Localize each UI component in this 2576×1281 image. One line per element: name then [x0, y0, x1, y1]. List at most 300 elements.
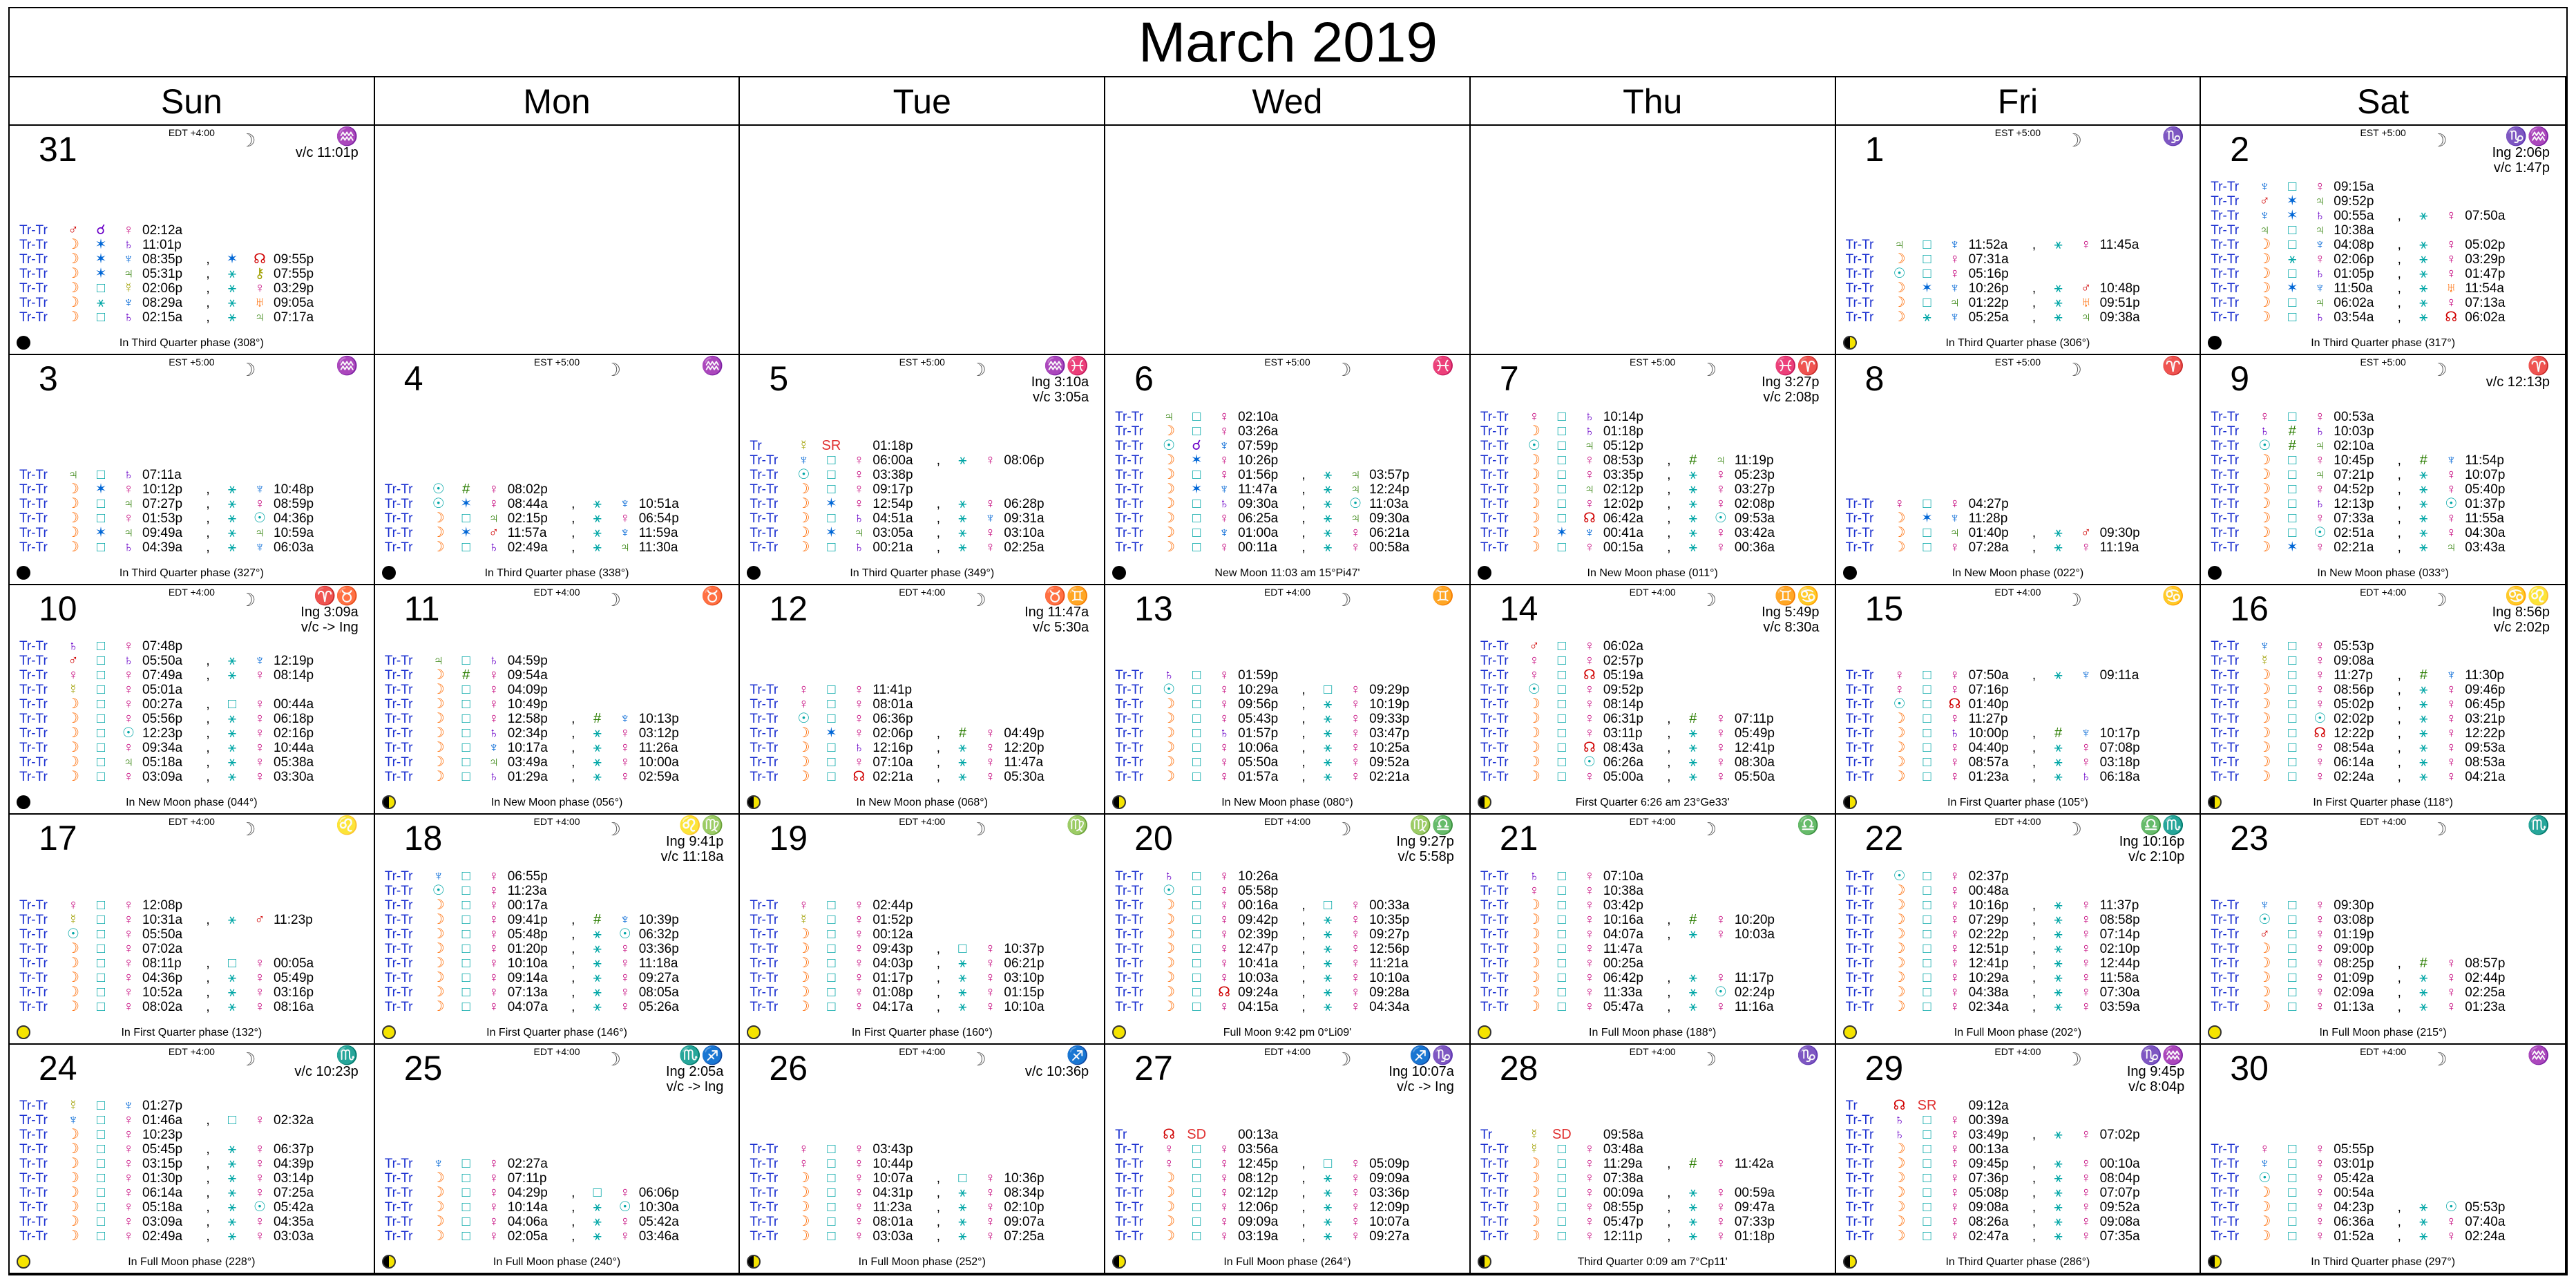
aspect-row: Tr-Tr ☽ □ ♀ 02:05a , ⚹ ♀ 03:46a [384, 1228, 679, 1244]
planet-glyph-icon: ⚹ [958, 495, 967, 511]
planet-glyph-icon: ☽ [1163, 969, 1176, 985]
planet-glyph-icon: ⚹ [2054, 295, 2063, 311]
planet-glyph-icon: ♀ [488, 897, 499, 913]
planet-glyph-icon: ♀ [254, 969, 265, 985]
planet-glyph-icon: ♀ [123, 1126, 134, 1142]
aspect-row: Tr-Tr ☽ □ ♀ 11:47a [1480, 940, 1643, 956]
planet-glyph-icon: ♀ [488, 940, 499, 956]
day-cell[interactable] [740, 126, 1105, 355]
planet-glyph-icon: □ [1923, 1199, 1931, 1215]
planet-glyph-icon: ♀ [1350, 940, 1361, 956]
day-cell[interactable] [10, 585, 375, 815]
aspect-row: Tr-Tr ☽ □ ♀ 10:23p [19, 1126, 183, 1142]
planet-glyph-icon: ⚹ [2054, 1170, 2063, 1186]
planet-glyph-icon: ☿ [68, 911, 79, 927]
moon-icon: ☽ [604, 819, 622, 840]
planet-glyph-icon: ♄ [123, 237, 134, 253]
planet-glyph-icon: □ [461, 1228, 470, 1244]
planet-glyph-icon: ♆ [2081, 667, 2092, 683]
aspect-row: Tr-Tr ☽ □ ♀ 02:34a , ⚹ ♀ 03:59a [1845, 998, 2140, 1014]
planet-glyph-icon: ⚹ [1688, 539, 1697, 555]
planet-glyph-icon: □ [461, 755, 470, 770]
planet-glyph-icon: ⚹ [593, 769, 602, 785]
day-cell[interactable] [2201, 585, 2566, 815]
planet-glyph-icon: □ [2288, 510, 2297, 526]
planet-glyph-icon: ☽ [67, 510, 79, 526]
day-cell[interactable] [10, 355, 375, 585]
planet-glyph-icon: ✶ [1190, 481, 1203, 497]
planet-glyph-icon: ☽ [67, 1184, 79, 1200]
timezone-label: EDT +4:00 [1629, 816, 1676, 828]
planet-glyph-icon: ☽ [1893, 711, 1906, 727]
zodiac-sign-icon: ♌♍ Ing 9:41p v/c 11:18a [660, 815, 724, 865]
moon-phase-label: In Third Quarter phase (297°) [2311, 1255, 2456, 1268]
planet-glyph-icon: ☽ [2258, 740, 2271, 756]
planet-glyph-icon: ♃ [1584, 437, 1595, 453]
weekday-header: Fri [1836, 77, 2202, 126]
planet-glyph-icon: ♀ [1584, 1228, 1595, 1244]
day-cell[interactable] [375, 585, 741, 815]
planet-glyph-icon: ☽ [2258, 940, 2271, 956]
day-number: 1 [1864, 130, 1885, 169]
planet-glyph-icon: □ [96, 711, 106, 727]
day-cell[interactable] [1471, 126, 1836, 355]
moon-icon: ☽ [2431, 819, 2448, 840]
planet-glyph-icon: ♀ [1715, 755, 1726, 770]
planet-glyph-icon: ☽ [797, 926, 810, 942]
day-number: 4 [403, 359, 423, 399]
aspect-list [750, 1142, 1052, 1244]
planet-glyph-icon: ✶ [1556, 524, 1568, 540]
planet-glyph-icon: ♀ [1163, 1141, 1174, 1157]
aspect-row: Tr-Tr ♄ □ ♀ 10:26a [1115, 868, 1279, 884]
moon-icon: ☽ [2065, 130, 2082, 151]
aspect-row: Tr-Tr ☽ □ ♀ 00:17a [384, 897, 548, 913]
aspect-row: Tr-Tr ☽ □ ♀ 08:26a , ⚹ ♀ 09:08a [1845, 1213, 2140, 1229]
planet-glyph-icon: □ [2288, 897, 2297, 913]
planet-glyph-icon: ♀ [2445, 711, 2456, 727]
planet-glyph-icon: ♀ [1949, 667, 1960, 683]
planet-glyph-icon: □ [96, 1112, 106, 1128]
day-cell[interactable] [10, 126, 375, 355]
planet-glyph-icon: SR [821, 437, 841, 453]
planet-glyph-icon: ♀ [1584, 452, 1595, 468]
planet-glyph-icon: ♀ [1219, 452, 1230, 468]
day-number: 11 [403, 589, 440, 628]
aspect-list [19, 468, 322, 555]
planet-glyph-icon: ♆ [1949, 510, 1960, 526]
planet-glyph-icon: ♀ [2081, 926, 2092, 942]
planet-glyph-icon: □ [461, 940, 470, 956]
planet-glyph-icon: ⚹ [1324, 1170, 1333, 1186]
planet-glyph-icon: ☽ [1527, 1170, 1540, 1186]
planet-glyph-icon: ⚹ [228, 495, 236, 511]
day-cell[interactable] [1471, 585, 1836, 815]
planet-glyph-icon: ♀ [1219, 926, 1230, 942]
day-cell[interactable] [1105, 126, 1471, 355]
planet-glyph-icon: ☽ [1893, 911, 1906, 927]
aspect-row: Tr-Tr ☽ □ ♀ 01:13a , ⚹ ♀ 01:23a [2211, 998, 2506, 1014]
planet-glyph-icon: ☽ [432, 940, 445, 956]
zodiac-sign-icon: ♊♋ Ing 5:49p v/c 8:30a [1762, 585, 1820, 635]
day-number: 20 [1134, 819, 1173, 858]
weekday-header: Sat [2201, 77, 2566, 126]
day-cell[interactable] [740, 1045, 1105, 1274]
planet-glyph-icon: ♄ [123, 466, 134, 482]
planet-glyph-icon: ♀ [2314, 955, 2325, 971]
planet-glyph-icon: ✶ [826, 725, 837, 741]
day-cell[interactable] [1105, 355, 1471, 585]
planet-glyph-icon: ♀ [123, 1141, 134, 1157]
planet-glyph-icon: ⚹ [1324, 510, 1333, 526]
day-number: 13 [1134, 589, 1173, 628]
planet-glyph-icon: ✶ [95, 481, 107, 497]
moon-icon: ☽ [1335, 819, 1352, 840]
aspect-row: Tr-Tr ☽ □ ♀ 01:52a , ⚹ ♀ 02:24a [2211, 1228, 2506, 1244]
planet-glyph-icon: ☉ [432, 882, 445, 898]
ingress-note: v/c 8:04p [2128, 1079, 2185, 1094]
aspect-row: Tr-Tr ☽ □ ♀ 04:06a , ⚹ ♀ 05:42a [384, 1213, 679, 1229]
day-cell[interactable] [1836, 355, 2202, 585]
planet-glyph-icon: ☽ [797, 1170, 810, 1186]
aspect-list [385, 654, 687, 784]
planet-glyph-icon: ♄ [853, 510, 864, 526]
planet-glyph-icon: □ [1192, 466, 1201, 482]
planet-glyph-icon: ⚹ [1688, 984, 1697, 1000]
day-cell[interactable] [10, 815, 375, 1044]
planet-glyph-icon: ♀ [1350, 696, 1361, 712]
planet-glyph-icon: □ [2288, 1155, 2297, 1171]
planet-glyph-icon: ☽ [432, 696, 445, 712]
planet-glyph-icon: SD [1552, 1126, 1572, 1142]
planet-glyph-icon: ♀ [1219, 955, 1230, 971]
planet-glyph-icon: ♄ [1163, 667, 1174, 683]
planet-glyph-icon: ♀ [1584, 882, 1595, 898]
planet-glyph-icon: ☽ [67, 1170, 79, 1186]
planet-glyph-icon: □ [1557, 740, 1566, 756]
planet-glyph-icon: ♀ [2081, 911, 2092, 927]
planet-glyph-icon: ☽ [1163, 998, 1176, 1014]
planet-glyph-icon: □ [96, 926, 106, 942]
planet-glyph-icon: ⚹ [228, 266, 236, 282]
planet-glyph-icon: ♀ [2081, 969, 2092, 985]
day-cell[interactable] [375, 815, 741, 1044]
planet-glyph-icon: □ [461, 897, 470, 913]
planet-glyph-icon: ⚹ [2054, 310, 2063, 325]
planet-glyph-icon: ♀ [2314, 1141, 2325, 1157]
aspect-list [385, 869, 687, 1014]
planet-glyph-icon: □ [227, 1112, 237, 1128]
day-cell[interactable] [375, 126, 741, 355]
day-cell[interactable] [1105, 815, 1471, 1044]
planet-glyph-icon: ☽ [797, 510, 810, 526]
aspect-row: Tr-Tr ☽ □ ♀ 05:02p , ⚹ ♀ 06:45p [2211, 696, 2506, 712]
planet-glyph-icon: □ [461, 1213, 470, 1229]
ingress-note: v/c -> Ing [300, 619, 359, 635]
day-cell[interactable] [1471, 815, 1836, 1044]
aspect-row: Tr-Tr ☽ □ ♀ 03:26a [1115, 423, 1279, 439]
aspect-row: Tr-Tr ☽ □ ♀ 06:25a , ⚹ ♃ 09:30a [1115, 510, 1410, 526]
planet-glyph-icon: ⚹ [2419, 984, 2428, 1000]
planet-glyph-icon: ☽ [1893, 295, 1906, 311]
planet-glyph-icon: ✶ [95, 237, 107, 253]
day-cell[interactable] [740, 355, 1105, 585]
planet-glyph-icon: □ [1557, 466, 1566, 482]
timezone-label: EDT +4:00 [1629, 1045, 1676, 1057]
planet-glyph-icon: □ [1923, 711, 1931, 727]
planet-glyph-icon: ♀ [1350, 955, 1361, 971]
aspect-row: Tr-Tr ☽ □ ♀ 06:14a , ⚹ ♀ 07:25a [19, 1184, 314, 1200]
aspect-row: Tr-Tr ☽ ✶ ♀ 10:12p , ⚹ ♆ 10:48p [19, 481, 314, 497]
planet-glyph-icon: □ [827, 740, 836, 756]
planet-glyph-icon: ☉ [2445, 1199, 2458, 1215]
planet-glyph-icon: ♀ [1584, 940, 1595, 956]
planet-glyph-icon: ☽ [67, 495, 79, 511]
planet-glyph-icon: ⚹ [1324, 955, 1333, 971]
planet-glyph-icon: ☽ [67, 281, 79, 296]
aspect-row: Tr-Tr ☽ □ ♀ 06:42p , ⚹ ♀ 11:17p [1480, 969, 1774, 985]
timezone-label: EDT +4:00 [899, 1045, 946, 1057]
planet-glyph-icon: ⚹ [1324, 725, 1333, 741]
aspect-row: Tr-Tr ☽ □ ♀ 07:10a , ⚹ ♀ 11:47a [750, 755, 1044, 770]
planet-glyph-icon: □ [1923, 1126, 1931, 1142]
planet-glyph-icon: ♀ [1529, 882, 1540, 898]
planet-glyph-icon: ☽ [1893, 1184, 1906, 1200]
planet-glyph-icon: ☽ [1163, 926, 1176, 942]
planet-glyph-icon: ☽ [1527, 495, 1540, 511]
aspect-row: Tr-Tr ☽ □ ♀ 10:16p , ⚹ ♀ 11:37p [1845, 897, 2139, 913]
planet-glyph-icon: ♀ [620, 1213, 631, 1229]
planet-glyph-icon: ☽ [1527, 740, 1540, 756]
planet-glyph-icon: □ [96, 495, 106, 511]
aspect-row: Tr-Tr ☽ □ ♀ 04:40p , ⚹ ♀ 07:08p [1845, 740, 2140, 756]
timezone-label: EST +5:00 [2360, 127, 2406, 138]
planet-glyph-icon: □ [1192, 984, 1201, 1000]
planet-glyph-icon: ♃ [123, 755, 134, 770]
planet-glyph-icon: ♀ [254, 1170, 265, 1186]
planet-glyph-icon: ♀ [1163, 1155, 1174, 1171]
planet-glyph-icon: ☽ [2258, 725, 2271, 741]
day-cell[interactable] [1836, 815, 2202, 1044]
planet-glyph-icon: ♀ [123, 969, 134, 985]
planet-glyph-icon: ⚹ [1688, 1228, 1697, 1244]
day-cell[interactable] [740, 815, 1105, 1044]
planet-glyph-icon: □ [1923, 237, 1931, 253]
aspect-row: Tr-Tr ☽ □ ♄ 04:51a , ⚹ ♆ 09:31a [750, 510, 1044, 526]
day-cell[interactable] [375, 355, 741, 585]
planet-glyph-icon: ♀ [1584, 725, 1595, 741]
planet-glyph-icon: ♀ [1219, 998, 1230, 1014]
planet-glyph-icon: ♀ [2081, 1199, 2092, 1215]
aspect-row: Tr-Tr ☽ ✶ ♆ 08:35p , ✶ ☊ 09:55p [19, 252, 314, 267]
aspect-row: Tr-Tr ☽ □ ♀ 04:07a , ⚹ ♀ 10:03a [1480, 926, 1775, 942]
day-number: 31 [39, 130, 77, 169]
planet-glyph-icon: ☽ [1893, 725, 1906, 741]
planet-glyph-icon: ♀ [1219, 408, 1230, 424]
moon-phase-label: In Third Quarter phase (317°) [2311, 337, 2456, 350]
aspect-row: Tr-Tr ♃ □ ♄ 07:11a [19, 466, 182, 482]
planet-glyph-icon: ♆ [984, 510, 995, 526]
planet-glyph-icon: ♀ [2081, 237, 2092, 253]
moon-phase-label: In New Moon phase (080°) [1221, 797, 1353, 809]
planet-glyph-icon: ♀ [1949, 911, 1960, 927]
planet-glyph-icon: ☽ [1527, 711, 1540, 727]
planet-glyph-icon: ☽ [1893, 926, 1906, 942]
aspect-row: Tr-Tr ♀ □ ♀ 07:49a , ⚹ ♀ 08:14p [19, 667, 314, 683]
planet-glyph-icon: ⚹ [1324, 940, 1333, 956]
planet-glyph-icon: ♀ [2445, 998, 2456, 1014]
planet-glyph-icon: ♂ [68, 653, 79, 669]
planet-glyph-icon: ♀ [984, 769, 995, 785]
aspect-list [19, 1099, 322, 1244]
moon-icon: ☽ [240, 359, 256, 381]
ingress-note: Ing 10:16p [2119, 834, 2185, 850]
planet-glyph-icon: □ [1192, 1155, 1201, 1171]
day-cell[interactable] [2201, 815, 2566, 1044]
planet-glyph-icon: ♀ [2445, 1213, 2456, 1229]
day-cell[interactable] [1836, 1045, 2202, 1274]
aspect-row: Tr-Tr ☽ □ ♀ 12:06p , ⚹ ♀ 12:09p [1115, 1199, 1410, 1215]
planet-glyph-icon: ♀ [853, 984, 864, 1000]
planet-glyph-icon: ⚹ [1688, 755, 1697, 770]
aspect-row: Tr-Tr ☽ □ ♆ 10:17a , ⚹ ♀ 11:26a [384, 740, 678, 756]
planet-glyph-icon: □ [1923, 955, 1931, 971]
moon-phase-label: In First Quarter phase (132°) [121, 1026, 263, 1038]
planet-glyph-icon: ♀ [1219, 1228, 1230, 1244]
day-cell[interactable] [1836, 585, 2202, 815]
planet-glyph-icon: ♄ [2314, 495, 2325, 511]
aspect-row: Tr-Tr ☽ □ ♀ 02:47a , ⚹ ♀ 07:35a [1845, 1228, 2140, 1244]
planet-glyph-icon: ♀ [1350, 998, 1361, 1014]
planet-glyph-icon: ☽ [432, 1170, 445, 1186]
planet-glyph-icon: □ [1557, 1213, 1566, 1229]
planet-glyph-icon: ☽ [2258, 252, 2271, 267]
planet-glyph-icon: ♃ [488, 755, 499, 770]
planet-glyph-icon: ♆ [620, 711, 631, 727]
planet-glyph-icon: ☉ [618, 926, 631, 942]
aspect-row: Tr-Tr ☽ □ ♀ 01:17p , ⚹ ♀ 03:10p [750, 969, 1044, 985]
planet-glyph-icon: ☽ [797, 969, 810, 985]
planet-glyph-icon: # [593, 911, 602, 927]
planet-glyph-icon: ☽ [1527, 481, 1540, 497]
planet-glyph-icon: ♀ [1219, 423, 1230, 439]
planet-glyph-icon: □ [96, 1097, 106, 1113]
planet-glyph-icon: ♀ [1949, 740, 1960, 756]
planet-glyph-icon: ⚹ [593, 1199, 602, 1215]
planet-glyph-icon: ☽ [67, 1213, 79, 1229]
planet-glyph-icon: ♆ [2259, 638, 2270, 654]
planet-glyph-icon: ♀ [798, 897, 809, 913]
planet-glyph-icon: ♄ [1894, 1112, 1905, 1128]
planet-glyph-icon: ♀ [853, 725, 864, 741]
planet-glyph-icon: ♀ [2445, 955, 2456, 971]
aspect-row: Tr-Tr ☽ □ ☉ 02:51a , ⚹ ♀ 04:30a [2211, 524, 2506, 540]
planet-glyph-icon: ☽ [2258, 667, 2271, 683]
planet-glyph-icon: # [958, 725, 966, 741]
planet-glyph-icon: ♀ [2314, 998, 2325, 1014]
day-cell[interactable] [375, 1045, 741, 1274]
aspect-row: Tr-Tr ☉ # ♀ 08:02p [384, 481, 548, 497]
aspect-row: Tr-Tr ☽ □ ♀ 08:57a , ⚹ ♀ 03:18p [1845, 755, 2140, 770]
planet-glyph-icon: ♀ [123, 222, 134, 238]
planet-glyph-icon: ♀ [1350, 524, 1361, 540]
day-cell[interactable] [2201, 126, 2566, 355]
planet-glyph-icon: ☌ [1192, 437, 1201, 453]
aspect-row: Tr-Tr ☽ □ ♄ 12:13p , ⚹ ☉ 01:37p [2211, 495, 2506, 511]
aspect-row: Tr-Tr ☽ ✶ ♀ 12:54p , ⚹ ♀ 06:28p [750, 495, 1044, 511]
planet-glyph-icon: ♀ [853, 911, 864, 927]
aspect-row: Tr-Tr ☽ □ ☊ 12:22p , ⚹ ♀ 12:22p [2211, 725, 2506, 741]
planet-glyph-icon: ⚹ [1688, 1199, 1697, 1215]
day-cell[interactable] [1836, 126, 2202, 355]
planet-glyph-icon: ☽ [2258, 466, 2271, 482]
aspect-row: Tr-Tr ☽ □ ♀ 01:53p , ⚹ ☉ 04:36p [19, 510, 314, 526]
planet-glyph-icon: ♀ [1584, 1199, 1595, 1215]
planet-glyph-icon: ✶ [95, 252, 107, 267]
day-cell[interactable] [1471, 355, 1836, 585]
planet-glyph-icon: □ [2288, 1228, 2297, 1244]
day-cell[interactable] [10, 1045, 375, 1274]
weekday-header: Wed [1105, 77, 1471, 126]
planet-glyph-icon: ♀ [620, 984, 631, 1000]
day-cell[interactable] [2201, 1045, 2566, 1274]
planet-glyph-icon: # [1689, 911, 1697, 927]
aspect-row: Tr-Tr ♆ ✶ ♄ 00:55a , ⚹ ♀ 07:50a [2211, 208, 2506, 224]
planet-glyph-icon: □ [593, 1184, 602, 1200]
planet-glyph-icon: ♀ [123, 926, 134, 942]
day-cell[interactable] [1471, 1045, 1836, 1274]
aspect-row: Tr-Tr ☽ □ ♀ 03:15p , ⚹ ♀ 04:39p [19, 1155, 314, 1171]
planet-glyph-icon: ♀ [1715, 911, 1726, 927]
moon-phase-label: In New Moon phase (033°) [2317, 567, 2449, 579]
planet-glyph-icon: □ [827, 998, 836, 1014]
moon-icon: ☽ [1700, 819, 1717, 840]
aspect-row: Tr-Tr ♄ # ♄ 10:03p [2211, 423, 2374, 439]
day-cell[interactable] [740, 585, 1105, 815]
planet-glyph-icon: □ [2288, 711, 2297, 727]
planet-glyph-icon: □ [1923, 755, 1931, 770]
planet-glyph-icon: ⚹ [228, 539, 236, 555]
planet-glyph-icon: □ [1923, 940, 1931, 956]
planet-glyph-icon: ♀ [1350, 911, 1361, 927]
aspect-row: Tr-Tr ☽ □ ♀ 08:11p , □ ♀ 00:05a [19, 955, 314, 971]
planet-glyph-icon: □ [1192, 682, 1201, 698]
planet-glyph-icon: ☽ [2258, 495, 2271, 511]
planet-glyph-icon: ♄ [2314, 310, 2325, 325]
day-cell[interactable] [1105, 1045, 1471, 1274]
planet-glyph-icon: ♀ [123, 1228, 134, 1244]
aspect-row: Tr-Tr ☽ □ ♀ 11:27p [1845, 711, 2008, 727]
planet-glyph-icon: ♆ [1949, 310, 1960, 325]
planet-glyph-icon: ♀ [1894, 495, 1905, 511]
planet-glyph-icon: ☽ [432, 998, 445, 1014]
planet-glyph-icon: ☽ [797, 725, 810, 741]
planet-glyph-icon: ♀ [1219, 682, 1230, 698]
planet-glyph-icon: ♀ [2314, 682, 2325, 698]
planet-glyph-icon: ♆ [1219, 524, 1230, 540]
day-cell[interactable] [2201, 355, 2566, 585]
planet-glyph-icon: ♀ [2314, 1213, 2325, 1229]
planet-glyph-icon: ☊ [1583, 510, 1596, 526]
planet-glyph-icon: ♀ [2081, 1213, 2092, 1229]
day-cell[interactable] [1105, 585, 1471, 815]
planet-glyph-icon: ⚹ [593, 955, 602, 971]
planet-glyph-icon: □ [1192, 524, 1201, 540]
planet-glyph-icon: ☉ [1714, 984, 1727, 1000]
planet-glyph-icon: ♀ [1350, 1199, 1361, 1215]
planet-glyph-icon: ♃ [853, 524, 864, 540]
zodiac-sign-icon: ♐ v/c 10:36p [1024, 1044, 1089, 1079]
